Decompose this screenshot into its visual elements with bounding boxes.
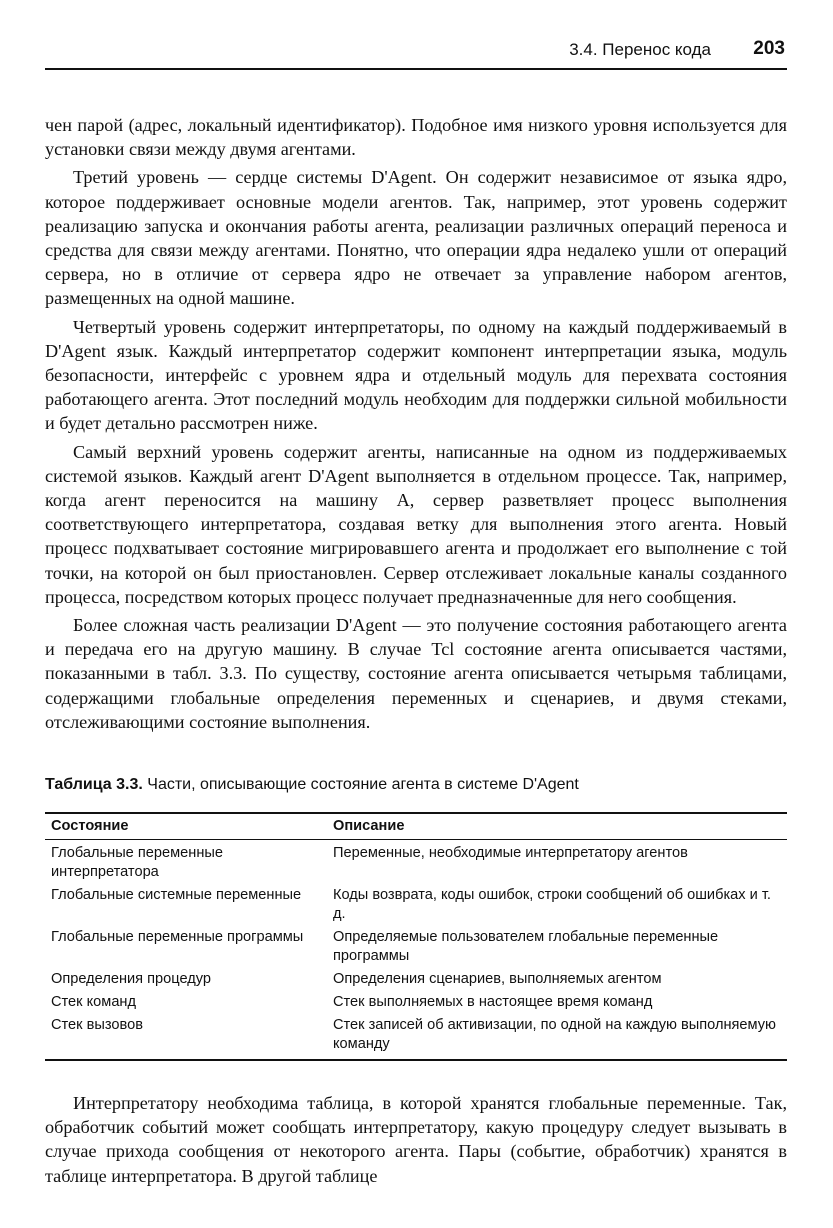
state-cell: Глобальные переменные программы (51, 929, 304, 945)
description-cell: Стек записей об активизации, по одной на каждую выполняемую команду (333, 1017, 776, 1052)
state-table (45, 812, 787, 1061)
running-header (45, 38, 787, 70)
table-caption-label: Таблица 3.3. (45, 776, 143, 793)
body-text (45, 113, 787, 734)
table-row (45, 970, 787, 989)
column-header-state: Состояние (51, 818, 129, 834)
page-number: 203 (753, 38, 785, 59)
body-text-after-table (45, 1091, 787, 1188)
state-cell: Стек команд (51, 994, 137, 1010)
table-header-row (45, 814, 787, 840)
section-title: 3.4. Перенос кода (569, 40, 711, 59)
state-cell: Стек вызовов (51, 1017, 143, 1033)
state-cell: Глобальные переменные интерпретатора (51, 845, 223, 880)
description-cell: Переменные, необходимые интерпретатору агентов (333, 845, 688, 861)
description-cell: Стек выполняемых в настоящее время команд (333, 994, 653, 1010)
state-cell: Глобальные системные переменные (51, 887, 302, 903)
description-cell: Коды возврата, коды ошибок, строки сообщений об ошибках и т. д. (333, 887, 771, 922)
state-cell: Определения процедур (51, 971, 212, 987)
table-row (45, 993, 787, 1012)
paragraph: чен парой (адрес, локальный идентификатор). Подобное имя низкого уровня используется для установки связи между двумя агентами. (45, 115, 787, 160)
paragraph: Интерпретатору необходима таблица, в которой хранятся глобальные переменные. Так, обработчик событий может сообщать интерпретатору, какую процедуру следует вызывать в случае прихода сообщения от некоторого агента. Пары (событие, обработчик) хранятся в таблице интерпретатора. В другой таблице (45, 1093, 787, 1186)
paragraph: Самый верхний уровень содержит агенты, написанные на одном из поддерживаемых системой языков. Каждый агент D'Agent выполняется в отдельном процессе. Так, например, когда агент переносится на машину A, сервер разветвляет процесс выполнения соответствующего интерпретатора, создавая ветку для выполнения этого агента. Новый процесс подхватывает состояние мигрировавшего агента и продолжает его выполнение с той точки, на которой он был приостановлен. Сервер отслеживает локальные каналы созданного процесса, посредством которых процесс получает предназначенные для него сообщения. (45, 441, 787, 607)
table-row (45, 1016, 787, 1059)
paragraph: Четвертый уровень содержит интерпретаторы, по одному на каждый поддерживаемый в D'Agent язык. Каждый интерпретатор содержит компонент интерпретации языка, модуль безопасности, интерфейс с уровнем ядра и отдельный модуль для перехвата состояния работающего агента. Этот последний модуль необходим для поддержки сильной мобильности и будет детально рассмотрен ниже. (45, 316, 787, 434)
paragraph: Более сложная часть реализации D'Agent — это получение состояния работающего агента и передача его на другую машину. В случае Tcl состояние агента описывается частями, показанными в табл. 3.3. По существу, состояние агента описывается четырьмя таблицами, содержащими глобальные определения переменных и сценариев, и двумя стеками, отслеживающими состояние выполнения. (45, 615, 787, 732)
paragraph: Третий уровень — сердце системы D'Agent. Он содержит независимое от языка ядро, которое поддерживает основные модели агентов. Так, например, этот уровень содержит реализацию запуска и окончания работы агента, реализации различных операций переноса и средства для связи между агентами. Понятно, что операции ядра недалеко ушли от операций сервера, но в отличие от сервера ядро не отвечает за управление набором агентов, размещенных на одной машине. (45, 167, 787, 309)
column-header-description: Описание (333, 818, 405, 834)
table-row (45, 886, 787, 924)
description-cell: Определяемые пользователем глобальные переменные программы (333, 929, 719, 964)
description-cell: Определения сценариев, выполняемых агентом (333, 971, 662, 987)
table-row (45, 844, 787, 882)
table-caption (45, 776, 787, 794)
table-caption-text: Части, описывающие состояние агента в системе D'Agent (142, 776, 579, 793)
table-row (45, 928, 787, 966)
